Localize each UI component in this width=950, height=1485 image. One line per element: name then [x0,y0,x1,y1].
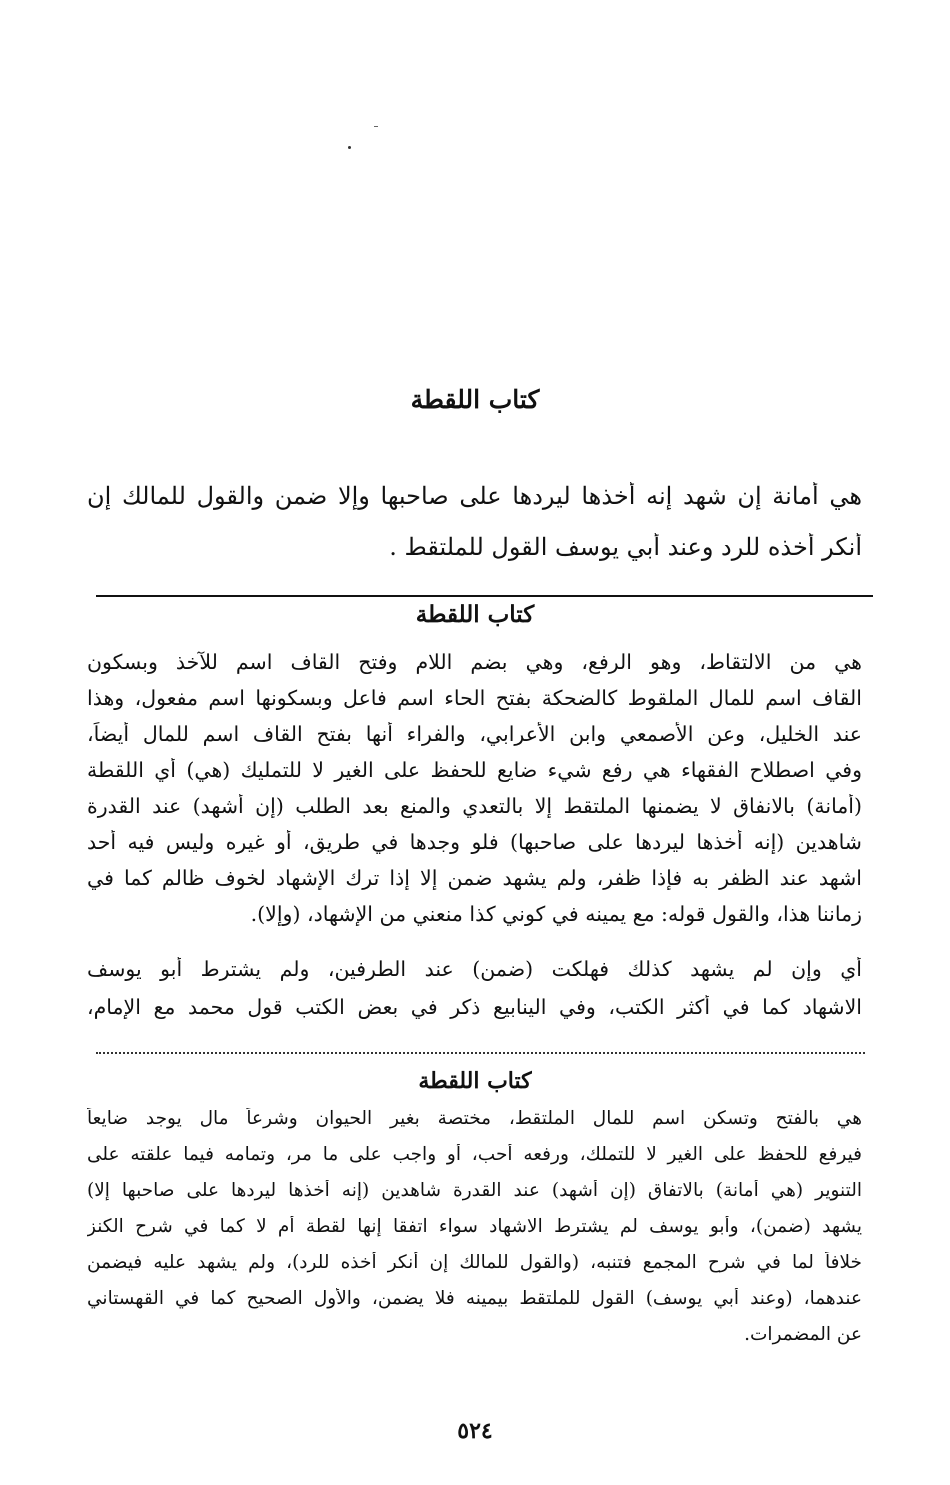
commentary2-line: عن المضمرات. [744,1324,862,1345]
page-number: ٥٢٤ [457,1418,493,1444]
commentary1-line: القاف اسم للمال الملقوط كالضحكة بفتح الحاء اسم فاعل وبسكونها اسم مفعول، وهذا [87,686,862,710]
commentary1-line: شاهدين (إنه أخذها ليردها على صاحبها) فلو وجدها في طريق، أو غيره وليس فيه أحد [87,830,862,854]
commentary2-line: عندهما، (وعند أبي يوسف) القول للملتقط بيمينه فلا يضمن، والأول الصحيح كما في القهستاني [87,1288,862,1309]
commentary1-line: وفي اصطلاح الفقهاء هي رفع شيء ضايع للحفظ على الغير لا للتمليك (هي) أي اللقطة [87,758,862,782]
commentary2-line: هي بالفتح وتسكن اسم للمال الملتقط، مختصة بغير الحيوان وشرعاً مال يوجد ضايعاً [87,1108,862,1129]
commentary1-line: زماننا هذا، والقول قوله: مع يمينه في كوني كذا منعني من الإشهاد، (وإلا). [250,902,862,926]
commentary2-title: كتاب اللقطة [418,1068,532,1094]
commentary1-line: أي وإن لم يشهد كذلك فهلكت (ضمن) عند الطرفين، ولم يشترط أبو يوسف [87,957,862,981]
commentary2-line: التنوير (هي أمانة) بالاتفاق (إن أشهد) عند القدرة شاهدين (إنه أخذها ليردها على صاحبها إلا) [87,1180,862,1201]
commentary2-line: يشهد (ضمن)، وأبو يوسف لم يشترط الاشهاد سواء اتفقا إنها لقطة أم لا كما في شرح الكنز [87,1216,862,1237]
section-divider [96,595,873,597]
matn-line: أنكر أخذه للرد وعند أبي يوسف القول للملتقط . [389,533,862,561]
commentary1-line: اشهد عند الظفر به فإذا ظفر، ولم يشهد ضمن إلا إذا ترك الإشهاد لخوف ظالم كما في [87,866,862,890]
commentary2-line: فيرفع للحفظ على الغير لا للتملك، ورفعه أحب، أو واجب على ما مر، وتمامه فيما علقته على [87,1144,862,1165]
dotted-divider [96,1052,865,1054]
commentary1-line: هي من الالتقاط، وهو الرفع، وهي بضم اللام وفتح القاف اسم للآخذ وبسكون [87,650,862,674]
commentary1-title: كتاب اللقطة [415,601,535,628]
commentary1-line: عند الخليل، وعن الأصمعي وابن الأعرابي، والفراء أنها بفتح القاف اسم للمال أيضاً، [87,722,862,746]
commentary1-line: الاشهاد كما في أكثر الكتب، وفي الينابيع ذكر في بعض الكتب قول محمد مع الإمام، [87,995,862,1019]
speck-mark [374,126,378,127]
speck-mark [348,146,351,149]
matn-line: هي أمانة إن شهد إنه أخذها ليردها على صاحبها وإلا ضمن والقول للمالك إن [87,482,862,510]
commentary1-line: (أمانة) بالانفاق لا يضمنها الملتقط إلا بالتعدي والمنع بعد الطلب (إن أشهد) عند القدرة [87,794,862,818]
matn-title: كتاب اللقطة [410,385,540,414]
commentary2-line: خلافاً لما في شرح المجمع فتنبه، (والقول للمالك إن أنكر أخذه للرد)، ولم يشهد عليه فيضمن [87,1252,862,1273]
